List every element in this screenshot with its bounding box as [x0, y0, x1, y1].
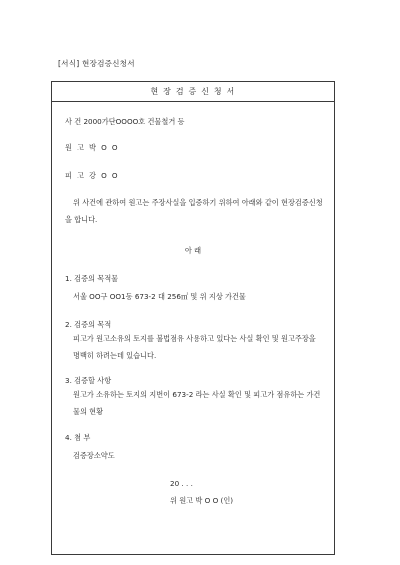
section-4-body: 검증장소약도 — [73, 451, 115, 460]
intro-paragraph: 위 사건에 관하여 원고는 주장사실을 입증하기 위하여 아래와 같이 현장검증신청을 합니다. — [65, 198, 323, 224]
section-3-heading: 3. 검증할 사항 — [65, 376, 112, 385]
defendant-line: 피 고 강 O O — [65, 171, 119, 180]
case-line: 사 건 2000가단OOOO호 건물철거 등 — [65, 117, 185, 126]
form-title: 현 장 검 증 신 청 서 — [52, 82, 334, 102]
date-line: 20 . . . — [170, 479, 193, 488]
below-heading: 아 래 — [184, 246, 202, 255]
section-2-heading: 2. 검증의 목적 — [65, 320, 112, 329]
section-1-body: 서울 OO구 OO1동 673-2 대 256㎡ 및 위 지상 가건물 — [73, 292, 246, 301]
section-1-heading: 1. 검증의 목적물 — [65, 274, 119, 283]
section-2-body: 피고가 원고소유의 토지를 불법점유 사용하고 있다는 사실 확인 및 원고주장을 명백히 하려는데 있습니다. — [73, 334, 316, 360]
signature-line: 위 원고 박 O O (인) — [170, 496, 234, 505]
plaintiff-line: 원 고 박 O O — [65, 143, 119, 152]
section-4-heading: 4. 첨 부 — [65, 433, 91, 442]
section-3-body: 원고가 소유하는 토지의 지번이 673-2 라는 사실 확인 및 피고가 점유하는 가건물의 현황 — [73, 390, 321, 416]
form-box — [51, 81, 335, 555]
caption: [서식] 현장검증신청서 — [58, 59, 135, 68]
